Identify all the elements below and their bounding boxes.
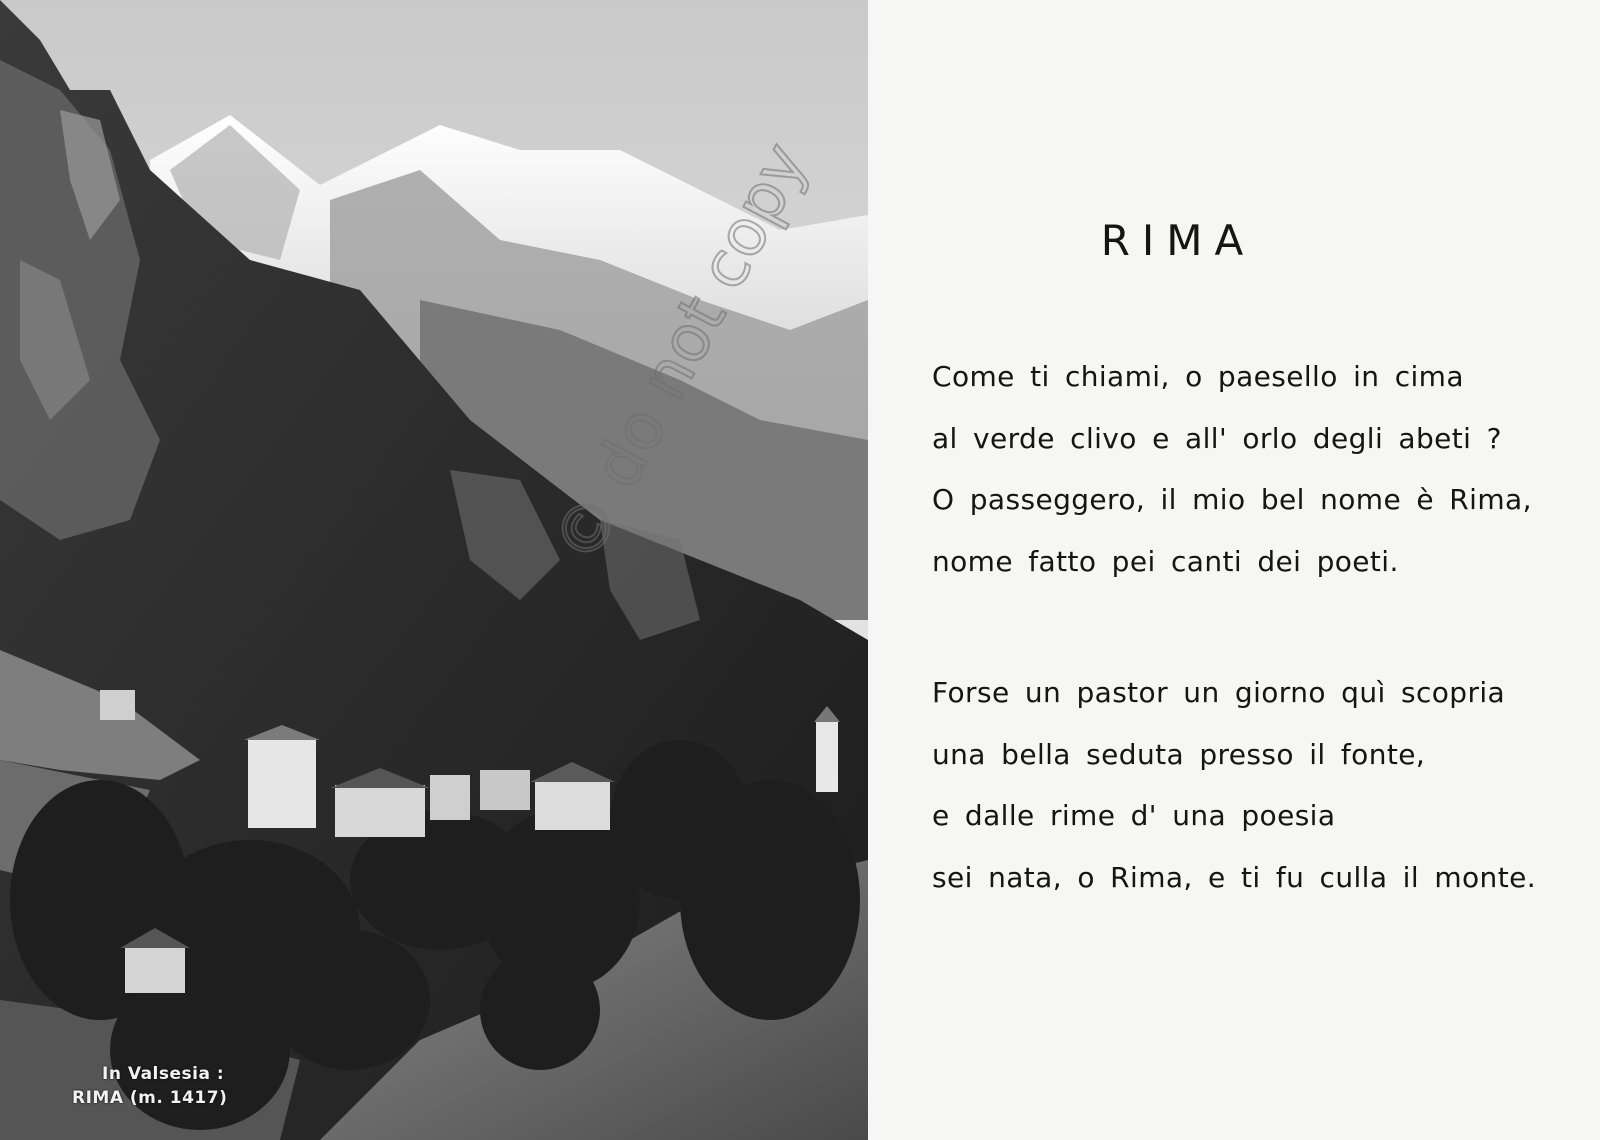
verse-line: al verde clivo e all' orlo degli abeti ? — [932, 421, 1502, 455]
verse-line: e dalle rime d' una poesia — [932, 799, 1336, 832]
verse-line: nome fatto pei canti dei poeti. — [932, 544, 1399, 578]
verse-line: O passeggero, il mio bel nome è Rima, — [932, 483, 1532, 516]
verse-line: sei nata, o Rima, e ti fu culla il monte. — [932, 860, 1536, 894]
verse-line: una bella seduta presso il fonte, — [932, 737, 1426, 771]
poem-title: RIMA — [1100, 216, 1256, 265]
poem-panel — [868, 0, 1600, 1140]
poem-stanza-1 — [932, 352, 1592, 598]
caption-place-altitude: RIMA (m. 1417) — [72, 1088, 228, 1108]
verse-line: Forse un pastor un giorno quì scopria — [932, 676, 1506, 709]
photo-caption — [72, 1062, 227, 1110]
poem-stanza-2 — [932, 668, 1592, 914]
verse-line: Come ti chiami, o paesello in cima — [932, 360, 1464, 393]
caption-region: In Valsesia : — [102, 1064, 225, 1084]
